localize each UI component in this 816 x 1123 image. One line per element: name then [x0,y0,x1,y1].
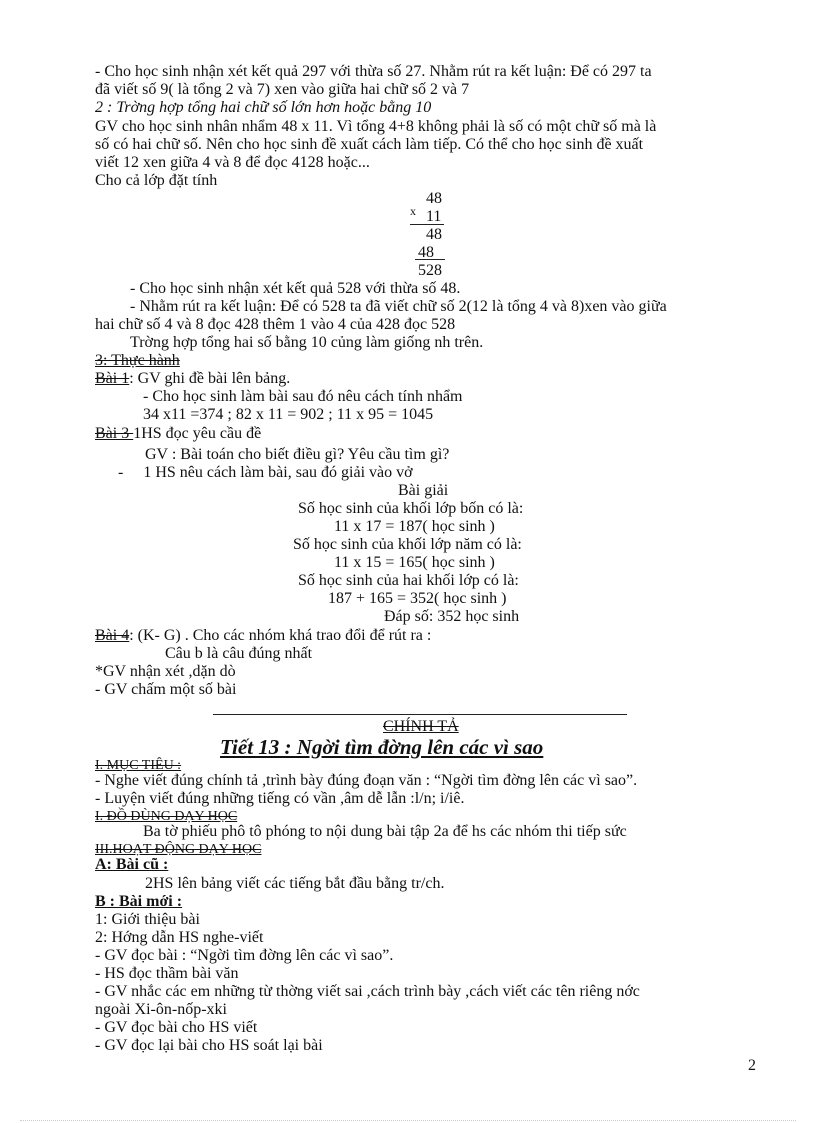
text-line: 11 x 17 = 187( học sinh ) [334,518,495,535]
text-line: - GV đọc bài : “Ngời tìm đờng lên các vì sao”. [95,947,394,964]
text-line: Câu b là câu đúng nhất [165,645,313,662]
exercise-label: Bài 1 [95,370,130,387]
text-line: - Cho học sinh làm bài sau đó nêu cách tính nhẩm [143,388,463,405]
calc-partial-1: 48 [426,226,442,243]
text-line: 11 x 15 = 165( học sinh ) [334,554,495,571]
calc-line [410,224,444,225]
text-line: - Nhằm rút ra kết luận: Để có 528 ta đã viết chữ số 2(12 là tổng 4 và 8)xen vào giữa [130,298,667,315]
text-line: 1: Giới thiệu bài [95,911,200,928]
text-line: - GV đọc lại bài cho HS soát lại bài [95,1037,323,1054]
text-line: - Cho học sinh nhận xét kết quả 297 với thừa số 27. Nhằm rút ra kết luận: Để có 297 ta [95,63,652,80]
text-line: số có hai chữ số. Nên cho học sinh đề xuất cách làm tiếp. Có thể cho học sinh đề xuất [95,136,644,153]
section-heading: I. ĐỒ DÙNG DẠY HỌC [95,809,238,824]
solution-heading: Bài giải [398,482,449,499]
subject-heading: CHÍNH TẢ [383,718,459,735]
section-heading: I. MỤC TIÊU : [95,758,182,773]
text-line: Bài 1: GV ghi đề bài lên bảng. [95,370,291,387]
exercise-label: Bài 4 [95,627,130,644]
text-line: Số học sinh của khối lớp bốn có là: [298,500,524,517]
text-line: - GV đọc bài cho HS viết [95,1019,258,1036]
text-line: GV cho học sinh nhân nhẩm 48 x 11. Vì tổng 4+8 không phải là số có một chữ số mà là [95,118,657,135]
text-line: 34 x11 =374 ; 82 x 11 = 902 ; 11 x 95 = 1045 [143,406,434,423]
page-number: 2 [748,1057,756,1074]
calc-operator: x [410,204,416,218]
text-line: Bài 4: (K- G) . Cho các nhóm khá trao đổi để rút ra : [95,627,432,644]
lesson-title: Tiết 13 : Ngời tìm đờng lên các vì sao [220,735,544,759]
page-bottom-border [20,1120,796,1121]
text-line: - Nghe viết đúng chính tả ,trình bày đúng đoạn văn : “Ngời tìm đờng lên các vì sao”. [95,772,638,789]
text-line: đã viết số 9( là tổng 2 và 7) xen vào giữa hai chữ số 2 và 7 [95,81,470,98]
text-line: - 1 HS nêu cách làm bài, sau đó giải vào vở [118,464,413,481]
text-line: - Luyện viết đúng những tiếng có vần ,âm dễ lẫn :l/n; i/iê. [95,790,465,807]
section-heading: 2 : Trờng hợp tổng hai chữ số lớn hơn hoặc bằng 10 [95,99,432,116]
text-line: - Cho học sinh nhận xét kết quả 528 với thừa số 48. [130,280,461,297]
text-line: - HS đọc thầm bài văn [95,965,239,982]
text-line: 2HS lên bảng viết các tiếng bắt đầu bằng tr/ch. [145,875,445,892]
section-heading: B : Bài mới : [95,893,183,910]
section-heading: 3: Thực hành [95,352,180,369]
section-heading: A: Bài cũ : [95,856,169,873]
calc-operand-a: 48 [426,190,442,207]
text-line: hai chữ số 4 và 8 đọc 428 thêm 1 vào 4 của 428 đọc 528 [95,316,456,333]
text-line: ngoài Xi-ôn-nốp-xki [95,1001,227,1018]
text-line: Số học sinh của khối lớp năm có là: [293,536,522,553]
calc-partial-2: 48 [418,244,434,261]
exercise-label: Bài 3 [95,425,134,442]
calc-result: 528 [418,262,442,279]
section-heading: III.HOẠT ĐỘNG DẠY HỌC [95,842,262,857]
text-line: Cho cả lớp đặt tính [95,172,218,189]
text-line: 2: Hớng dẫn HS nghe-viết [95,929,264,946]
text-line: - GV chấm một số bài [95,681,237,698]
calc-line [415,259,445,260]
text-line: viết 12 xen giữa 4 và 8 để đọc 4128 hoặc... [95,154,370,171]
text-line: GV : Bài toán cho biết điều gì? Yêu cầu tìm gì? [145,446,450,463]
text-line: Bài 3 1HS đọc yêu cầu đề [95,425,262,442]
text-line: Trờng hợp tổng hai số bằng 10 củng làm giống nh trên. [130,334,484,351]
text-line: Ba tờ phiếu phô tô phóng to nội dung bài tập 2a để hs các nhóm thi tiếp sức [143,823,627,840]
text-line: Số học sinh của hai khối lớp có là: [298,572,519,589]
text-line: *GV nhận xét ,dặn dò [95,663,236,680]
text-line: - GV nhắc các em những từ thờng viết sai ,cách trình bày ,cách viết các tên riêng nớc [95,983,640,1000]
calc-operand-b: 11 [426,208,442,225]
answer-line: Đáp số: 352 học sinh [384,608,520,625]
divider-line [213,714,627,715]
text-line: 187 + 165 = 352( học sinh ) [328,590,507,607]
